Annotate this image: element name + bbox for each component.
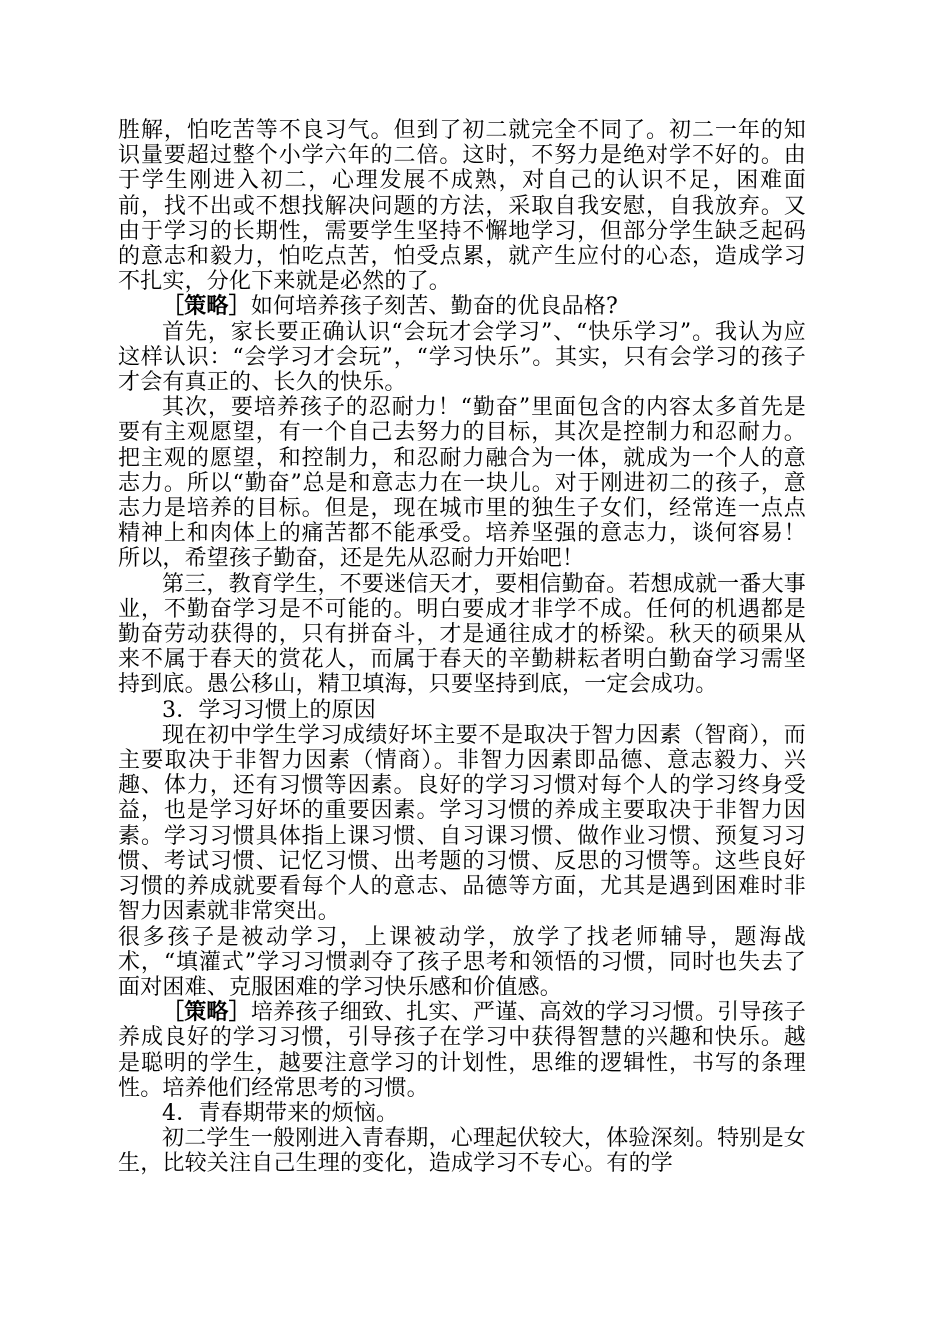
strategy-text: 如何培养孩子刻苦、勤奋的优良品格? bbox=[250, 294, 619, 320]
strategy-1 bbox=[118, 294, 806, 319]
paragraph-habits: 现在初中学生学习成绩好坏主要不是取决于智力因素（智商），而主要取决于非智力因素（情商）。非智力因素即品德、意志毅力、兴趣、体力，还有习惯等因素。良好的学习习惯对每个人的学习终身受益，也是学习好坏的重要因素。学习习惯的养成主要取决于非智力因素。学习习惯具体指上课习惯、自习课习惯、做作业习惯、预复习习惯、考试习惯、记忆习惯、出考题的习惯、反思的习惯等。这些良好习惯的养成就要看每个人的意志、品德等方面，尤其是遇到困难时非智力因素就非常突出。 bbox=[118, 722, 806, 925]
section-heading-3: 3．学习习惯上的原因 bbox=[162, 697, 376, 723]
paragraph-second-point: 其次，要培养孩子的忍耐力！“勤奋”里面包含的内容太多首先是要有主观愿望，有一个自己去努力的目标，其次是控制力和忍耐力。把主观的愿望，和控制力，和忍耐力融合为一体，就成为一个人的意志力。所以“勤奋”总是和意志力在一块儿。对于刚进初二的孩子，意志力是培养的目标。但是，现在城市里的独生子女们，经常连一点点精神上和肉体上的痛苦都不能承受。培养坚强的意志力，谈何容易！所以，希望孩子勤奋，还是先从忍耐力开始吧！ bbox=[118, 395, 806, 572]
strategy-2 bbox=[118, 1000, 806, 1101]
section-heading-4: 4．青春期带来的烦恼。 bbox=[162, 1100, 399, 1126]
document-page bbox=[118, 118, 806, 1177]
paragraph-third-point: 第三，教育学生，不要迷信天才，要相信勤奋。若想成就一番大事业，不勤奋学习是不可能的。明白要成才非学不成。任何的机遇都是勤奋劳动获得的，只有拼奋斗，才是通往成才的桥梁。秋天的硕果从来不属于春天的赏花人，而属于春天的辛勤耕耘者明白勤奋学习需坚持到底。愚公移山，精卫填海，只要坚持到底，一定会成功。 bbox=[118, 571, 806, 698]
strategy-label: ［策略］ bbox=[162, 293, 251, 320]
paragraph-continuation: 胜解，怕吃苦等不良习气。但到了初二就完全不同了。初二一年的知识量要超过整个小学六年的二倍。这时，不努力是绝对学不好的。由于学生刚进入初二，心理发展不成熟，对自己的认识不足，困难面前，找不出或不想找解决问题的方法，采取自我安慰，自我放弃。又由于学习的长期性，需要学生坚持不懈地学习，但部分学生缺乏起码的意志和毅力，怕吃点苦，怕受点累，就产生应付的心态，造成学习不扎实，分化下来就是必然的了。 bbox=[118, 118, 806, 295]
paragraph-passive-learning: 很多孩子是被动学习，上课被动学，放学了找老师辅导，题海战术，“填灌式”学习习惯剥夺了孩子思考和领悟的习惯，同时也失去了面对困难、克服困难的学习快乐感和价值感。 bbox=[118, 924, 806, 1000]
paragraph-first-point: 首先，家长要正确认识“会玩才会学习”、“快乐学习”。我认为应这样认识：“会学习才会玩”，“学习快乐”。其实，只有会学习的孩子才会有真正的、长久的快乐。 bbox=[118, 319, 806, 396]
strategy-text: 培养孩子细致、扎实、严谨、高效的学习习惯。引导孩子养成良好的学习习惯，引导孩子在学习中获得智慧的兴趣和快乐。越是聪明的学生，越要注意学习的计划性，思维的逻辑性，书写的条理性。培养他们经常思考的习惯。 bbox=[118, 1000, 806, 1101]
paragraph-puberty: 初二学生一般刚进入青春期，心理起伏较大，体验深刻。特别是女生，比较关注自己生理的变化，造成学习不专心。有的学 bbox=[118, 1126, 806, 1177]
strategy-label: ［策略］ bbox=[162, 999, 251, 1026]
